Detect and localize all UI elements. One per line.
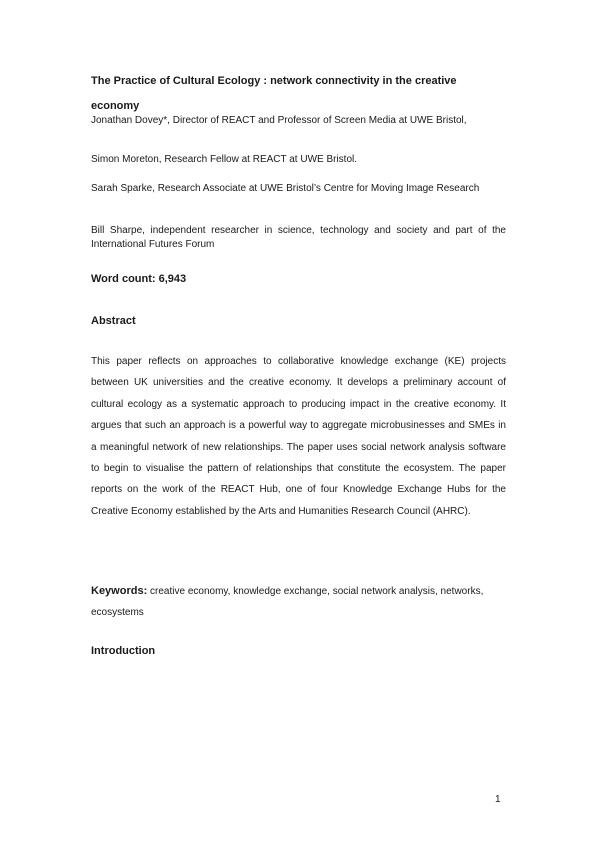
- word-count: Word count: 6,943: [91, 273, 187, 285]
- author-moreton: Simon Moreton, Research Fellow at REACT at UWE Bristol.: [91, 154, 358, 165]
- author-sharpe: Bill Sharpe, independent researcher in science, technology and society and part of the International Futures Forum: [91, 225, 506, 250]
- page-number: 1: [495, 794, 501, 805]
- keywords-label: Keywords:: [91, 585, 148, 597]
- paper-title: The Practice of Cultural Ecology : network connectivity in the creative economy: [91, 75, 457, 112]
- author-sparke: Sarah Sparke, Research Associate at UWE Bristol’s Centre for Moving Image Research: [91, 183, 480, 194]
- abstract-heading: Abstract: [91, 315, 136, 327]
- keywords-paragraph: [91, 581, 506, 624]
- author-dovey: Jonathan Dovey*, Director of REACT and Professor of Screen Media at UWE Bristol,: [91, 115, 467, 126]
- abstract-text: This paper reflects on approaches to collaborative knowledge exchange (KE) projects between UK universities and the creative economy. It develops a preliminary account of cultural ecology as a systematic approach to producing impact in the creative economy. It argues that such an approach is a powerful way to aggregate microbusinesses and SMEs in a meaningful network of new relationships. The paper uses social network analysis software to begin to visualise the pattern of relationships that constitute the ecosystem. The paper reports on the work of the REACT Hub, one of four Knowledge Exchange Hubs for the Creative Economy established by the Arts and Humanities Research Council (AHRC).: [91, 356, 506, 517]
- introduction-heading: Introduction: [91, 645, 156, 657]
- keywords-text: creative economy, knowledge exchange, social network analysis, networks, ecosystems: [91, 586, 484, 619]
